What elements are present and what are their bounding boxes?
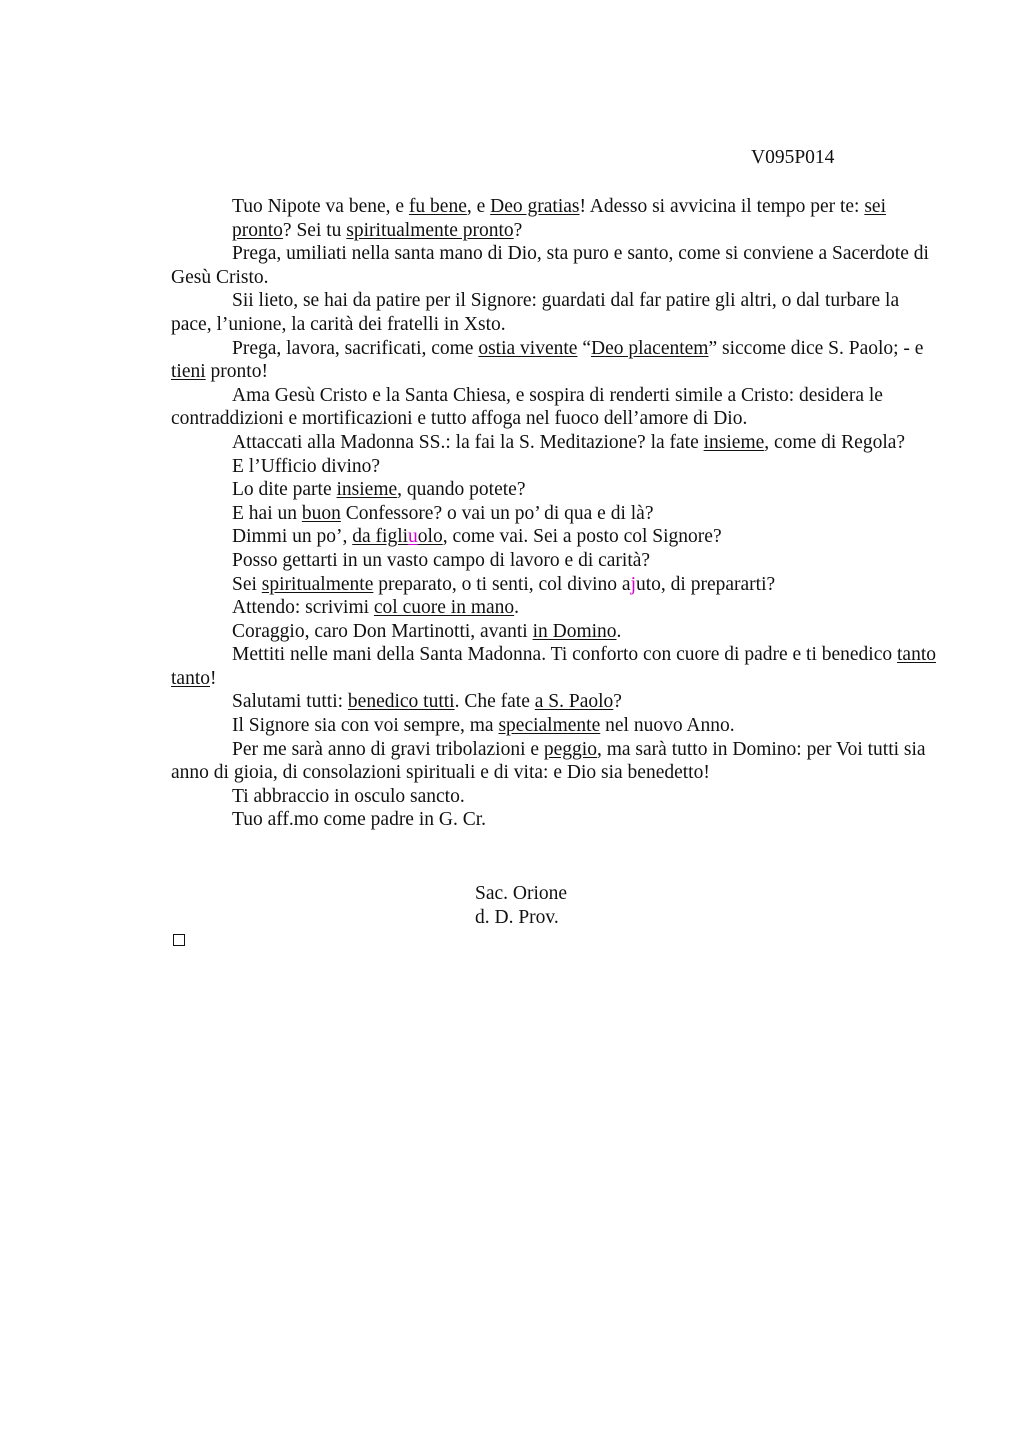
text-segment: ? (613, 691, 622, 713)
underlined-text: buon (301, 502, 341, 524)
underlined-text: da figli (352, 526, 409, 548)
text-segment: Ama Gesù Cristo e la Santa Chiesa, e sospira di renderti simile a Cristo: desidera le contraddizioni e mortificazioni e tutto affoga nel fuoco dell’amore di Dio. (171, 384, 883, 430)
text-segment: Per me sarà anno di gravi tribolazioni e (232, 738, 544, 760)
signature-title: d. D. Prov. (475, 907, 559, 928)
text-segment: Tuo Nipote va bene, e (232, 196, 409, 217)
letter-paragraph (171, 502, 936, 526)
text-segment: Confessore? o vai un po’ di qua e di là? (340, 502, 654, 524)
underlined-text: insieme (703, 431, 765, 453)
letter-paragraph (171, 455, 936, 479)
letter-paragraph (171, 549, 936, 573)
letter-paragraph (171, 643, 936, 690)
text-segment: Tuo aff.mo come padre in G. Cr. (232, 809, 487, 831)
underlined-text: olo (417, 526, 443, 548)
text-segment: Lo dite parte (232, 479, 337, 501)
underlined-text: specialmente (498, 715, 601, 737)
text-segment: . Che fate (454, 691, 535, 713)
text-segment: Attendo: scrivimi (232, 597, 374, 619)
text-segment: . (616, 620, 622, 642)
text-segment: Ti abbraccio in osculo sancto. (232, 785, 465, 807)
text-segment: j (630, 573, 637, 595)
checkbox-square-icon (173, 934, 185, 946)
letter-paragraph (232, 195, 936, 242)
document-id: V095P014 (751, 147, 835, 168)
text-segment: Attaccati alla Madonna SS.: la fai la S. Meditazione? la fate (232, 431, 704, 453)
underlined-text: sei pronto (232, 196, 887, 241)
text-segment: Coraggio, caro Don Martinotti, avanti (232, 620, 533, 642)
underlined-text: in Domino (532, 620, 617, 642)
text-segment: E l’Ufficio divino? (232, 455, 381, 477)
text-segment: Salutami tutti: (232, 691, 348, 713)
text-segment: , quando potete? (397, 479, 526, 501)
letter-paragraph (171, 289, 936, 336)
letter-paragraph (171, 808, 936, 832)
text-segment: , ma sarà tutto in Domino: per Voi tutti sia anno di gioia, di consolazioni spirituali e di vita: e Dio sia benedetto! (171, 738, 926, 784)
text-segment: Sei (232, 573, 262, 595)
letter-paragraph (171, 596, 936, 620)
text-segment: preparato, o ti senti, col divino a (373, 573, 631, 595)
underlined-text: fu bene (408, 196, 467, 217)
underlined-text: tanto (897, 644, 936, 666)
text-segment: , e (466, 196, 491, 217)
letter-paragraph (171, 242, 936, 289)
text-segment: uto, di prepararti? (636, 573, 776, 595)
letter-paragraph (171, 478, 936, 502)
signature-block (475, 882, 567, 930)
underlined-text: Deo gratias (490, 196, 580, 217)
underlined-text: benedico tutti (347, 691, 455, 713)
text-segment: ? (513, 219, 523, 241)
underlined-text: ostia vivente (478, 337, 578, 359)
text-segment: ! Adesso si avvicina il tempo per te: (579, 196, 865, 217)
letter-paragraph (171, 785, 936, 809)
underlined-text: col cuore in mano (373, 597, 515, 619)
text-segment: Posso gettarti in un vasto campo di lavoro e di carità? (232, 549, 651, 571)
text-segment: Sii lieto, se hai da patire per il Signore: guardati dal far patire gli altri, o dal turbare la pace, l’unione, la carità dei fratelli in Xsto. (171, 290, 900, 335)
underlined-text: spiritualmente pronto (346, 219, 514, 241)
text-segment: ! (210, 667, 217, 689)
text-segment: nel nuovo Anno. (600, 715, 735, 737)
text-segment: Dimmi un po’, (232, 526, 353, 548)
letter-paragraph (171, 525, 936, 549)
underlined-text: tanto (171, 667, 210, 689)
text-segment: , come vai. Sei a posto col Signore? (442, 526, 722, 548)
text-segment: pronto! (205, 361, 268, 383)
letter-paragraph (171, 337, 936, 384)
letter-paragraph (171, 714, 936, 738)
underlined-text: insieme (336, 479, 398, 501)
signature-name: Sac. Orione (475, 883, 568, 904)
letter-paragraph (171, 431, 936, 455)
letter-paragraph (171, 690, 936, 714)
underlined-text: u (408, 526, 418, 548)
text-segment: Prega, umiliati nella santa mano di Dio, sta puro e santo, come si conviene a Sacerdote di Gesù Cristo. (171, 243, 929, 288)
letter-paragraph (171, 573, 936, 597)
letter-paragraph (171, 620, 936, 644)
text-segment: “ (577, 337, 591, 359)
text-segment: E hai un (232, 502, 302, 524)
letter-paragraph (171, 384, 936, 431)
underlined-text: a S. Paolo (534, 691, 614, 713)
text-segment: ? Sei tu (282, 219, 347, 241)
text-segment: , come di Regola? (764, 431, 906, 453)
letter-paragraph (171, 738, 936, 785)
text-segment: . (514, 597, 520, 619)
text-segment: Il Signore sia con voi sempre, ma (232, 715, 499, 737)
underlined-text: tieni (171, 361, 206, 383)
text-segment: ” siccome dice S. Paolo; - e (708, 337, 924, 359)
underlined-text: Deo placentem (590, 337, 709, 359)
text-segment: Mettiti nelle mani della Santa Madonna. Ti conforto con cuore di padre e ti benedico (232, 644, 897, 666)
letter-body (171, 195, 936, 832)
underlined-text: peggio (543, 738, 597, 760)
text-segment: Prega, lavora, sacrificati, come (232, 337, 479, 359)
underlined-text: spiritualmente (261, 573, 374, 595)
